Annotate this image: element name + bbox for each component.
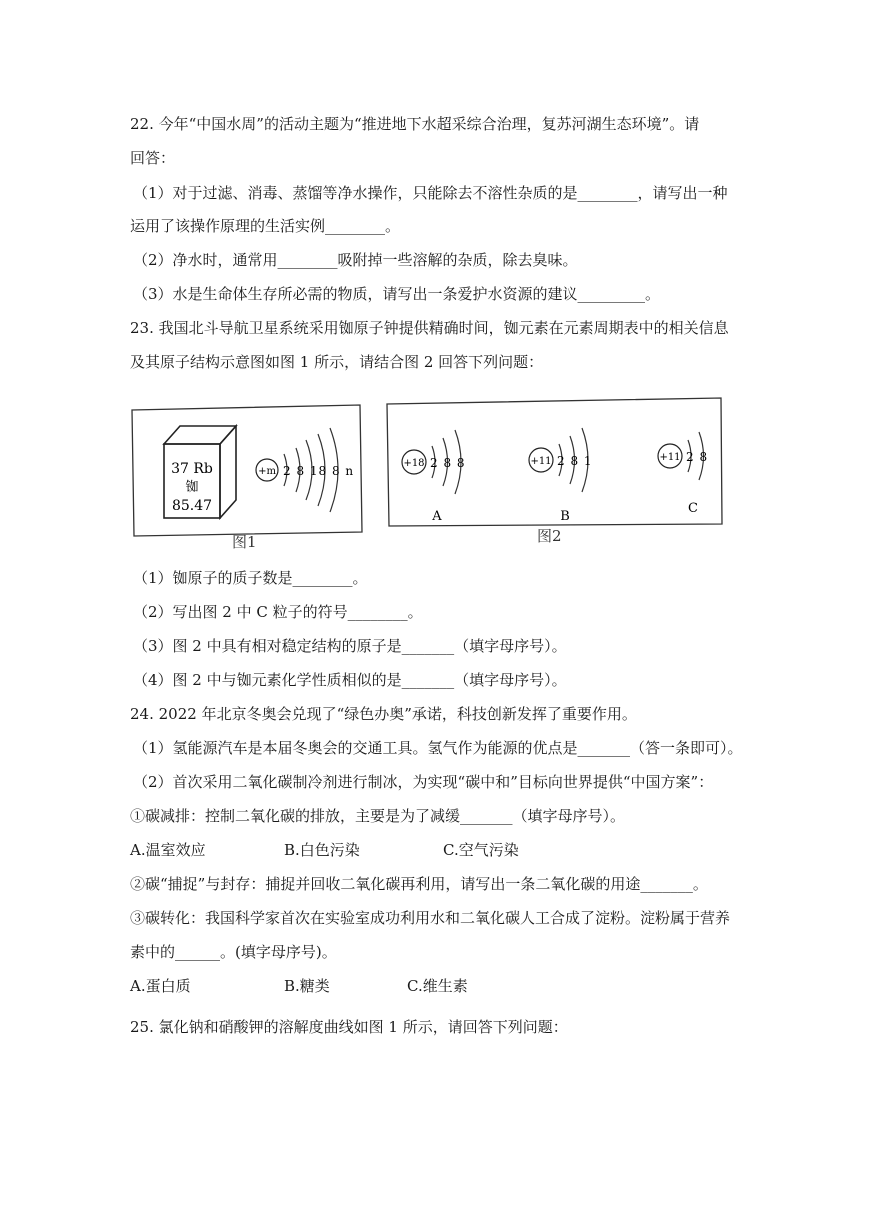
element-name: 铷 xyxy=(185,480,199,495)
fig1-electron-config: 2 8 18 8 n xyxy=(283,464,355,478)
q23-stem-line2: 及其原子结构示意图如图 1 所示，请结合图 2 回答下列问题： xyxy=(130,353,544,371)
q25-stem: 25. 氯化钠和硝酸钾的溶解度曲线如图 1 所示，请回答下列问题： xyxy=(130,1018,568,1036)
figure-2-particle-diagrams xyxy=(385,396,725,531)
q22-part1-line1: （1）对于过滤、消毒、蒸馏等净水操作，只能除去不溶性杂质的是________，请写出一种 xyxy=(133,184,728,202)
q22-part1-line2: 运用了该操作原理的生活实例________。 xyxy=(130,217,401,235)
q23-part2: （2）写出图 2 中 C 粒子的符号________。 xyxy=(133,603,423,621)
particle-c-nucleus: +11 xyxy=(659,452,681,463)
particle-a-electrons: 2 8 8 xyxy=(430,456,466,470)
q24-c1-option-a: A.温室效应 xyxy=(130,841,206,859)
q24-stem: 24. 2022 年北京冬奥会兑现了“绿色办奥”承诺，科技创新发挥了重要作用。 xyxy=(130,705,637,723)
particle-a-label: A xyxy=(432,509,442,524)
particle-b xyxy=(529,428,593,524)
q22-stem-line2: 回答： xyxy=(130,149,176,167)
q23-part3: （3）图 2 中具有相对稳定结构的原子是_______（填字母序号）。 xyxy=(133,637,567,655)
q23-stem-line1: 23. 我国北斗导航卫星系统采用铷原子钟提供精确时间，铷元素在元素周期表中的相关信息 xyxy=(130,319,729,337)
figure-2-caption: 图2 xyxy=(537,527,562,545)
particle-a-nucleus: +18 xyxy=(403,458,425,469)
q24-c1-option-b: B.白色污染 xyxy=(284,841,360,859)
q24-c3-line2: 素中的______。(填字母序号)。 xyxy=(130,943,337,961)
q24-c3-option-a: A.蛋白质 xyxy=(130,977,191,995)
q23-part1: （1）铷原子的质子数是________。 xyxy=(133,569,368,587)
q24-c3-option-c: C.维生素 xyxy=(407,977,468,995)
particle-c-electrons: 2 8 xyxy=(686,450,709,464)
q24-part2: （2）首次采用二氧化碳制冷剂进行制冰，为实现“碳中和”目标向世界提供“中国方案”： xyxy=(133,773,714,791)
q24-c3-option-b: B.糖类 xyxy=(284,977,330,995)
element-mass: 85.47 xyxy=(171,498,213,514)
q24-part1: （1）氢能源汽车是本届冬奥会的交通工具。氢气作为能源的优点是_______（答一条即可）。 xyxy=(133,739,743,757)
element-symbol: 37 Rb xyxy=(171,461,213,477)
figure-1-caption: 图1 xyxy=(232,533,257,551)
q24-c2: ②碳“捕捉”与封存：捕捉并回收二氧化碳再利用，请写出一条二氧化碳的用途_______。 xyxy=(130,875,708,893)
particle-b-electrons: 2 8 1 xyxy=(557,454,593,468)
q22-part3: （3）水是生命体生存所必需的物质，请写出一条爱护水资源的建议_________。 xyxy=(133,285,661,303)
q22-stem-line1: 22. 今年“中国水周”的活动主题为“推进地下水超采综合治理，复苏河湖生态环境”。请 xyxy=(130,115,700,133)
particle-a xyxy=(402,430,466,524)
q24-c1: ①碳减排：控制二氧化碳的排放，主要是为了减缓_______（填字母序号）。 xyxy=(130,807,626,825)
q23-part4: （4）图 2 中与铷元素化学性质相似的是_______（填字母序号）。 xyxy=(133,671,567,689)
q24-c3-line1: ③碳转化：我国科学家首次在实验室成功利用水和二氧化碳人工合成了淀粉。淀粉属于营养 xyxy=(130,909,731,927)
q22-part2: （2）净水时，通常用________吸附掉一些溶解的杂质，除去臭味。 xyxy=(133,251,578,269)
q24-c1-option-c: C.空气污染 xyxy=(443,841,519,859)
particle-b-label: B xyxy=(560,509,570,524)
particle-b-nucleus: +11 xyxy=(530,456,552,467)
fig1-nucleus-charge: +m xyxy=(258,466,276,477)
particle-c-label: C xyxy=(688,501,698,516)
particle-c xyxy=(658,432,708,516)
